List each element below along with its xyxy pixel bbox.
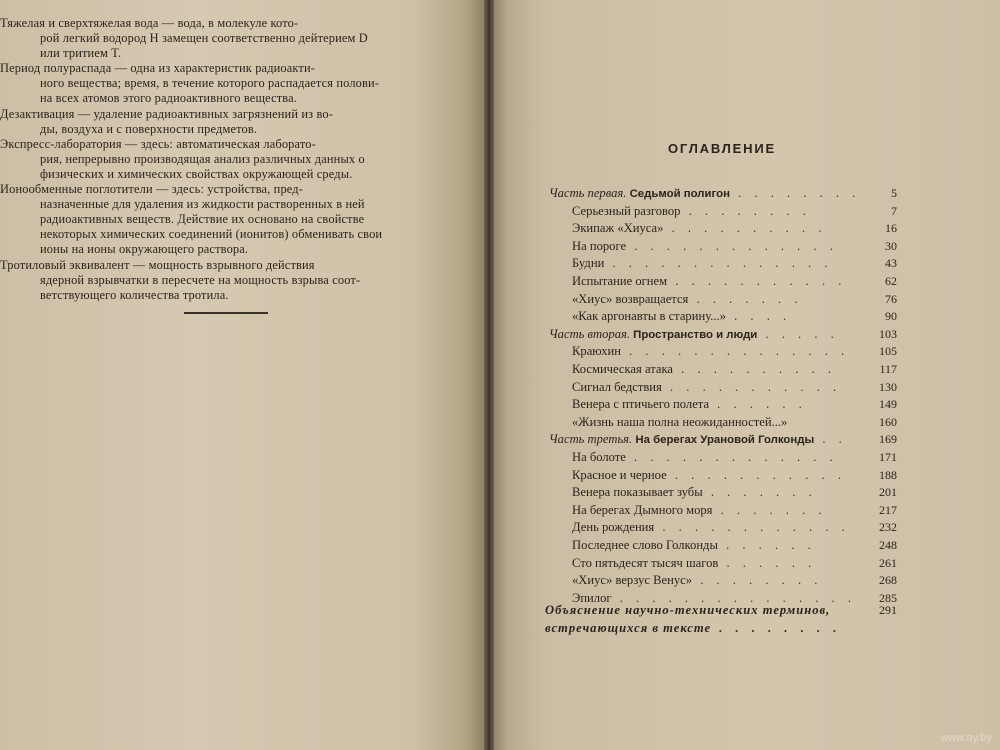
glossary-line: рой легкий водород H замещен соответственно дейтерием D [40, 31, 368, 46]
toc-chapter-entry [0, 239, 1000, 257]
toc-chapter-entry [0, 380, 1000, 398]
toc-page-number: 201 [879, 485, 897, 500]
toc-page-number: 149 [879, 397, 897, 412]
leader-dots: . . . . . . . . . . . [666, 467, 846, 482]
glossary-line: радиоактивных веществ. Действие их основано на свойстве [40, 212, 365, 227]
toc-chapter-entry [0, 503, 1000, 521]
toc-chapter-label: Краюхин . . . . . . . . . . . . . . [572, 344, 850, 359]
leader-dots: . . . . . [757, 326, 839, 341]
glossary-line: Ионообменные поглотители — здесь: устройства, пред- [0, 182, 304, 197]
toc-page-number: 285 [879, 590, 897, 605]
toc-chapter-entry [0, 362, 1000, 380]
glossary-line: ного вещества; время, в течение которого распадается полови- [40, 76, 380, 91]
toc-page-number: 261 [879, 555, 897, 570]
toc-chapter-entry [0, 573, 1000, 591]
toc-chapter-entry [0, 221, 1000, 239]
toc-chapter-label: Экипаж «Хиуса» . . . . . . . . . . [572, 221, 827, 236]
toc-page-number: 7 [891, 203, 897, 218]
leader-dots: . . . . . . . . . . . . . [625, 450, 838, 464]
glossary-line: Экспресс-лаборатория — здесь: автоматическая лаборато- [0, 136, 316, 151]
part-prefix: Часть вторая. [549, 326, 634, 341]
leader-dots: . . . . . . . . . . . . . [626, 238, 838, 253]
toc-page-number: 5 [891, 186, 897, 200]
glossary-line: назначенные для удаления из жидкости растворенных в ней [40, 197, 365, 212]
glossary-line: рия, непрерывно производящая анализ различных данных о [40, 151, 365, 166]
toc-chapter-entry [0, 450, 1000, 468]
toc-page-number: 76 [885, 291, 897, 306]
toc-chapter-label: Испытание огнем . . . . . . . . . . . [572, 274, 847, 288]
toc-chapter-entry [0, 309, 1000, 327]
toc-part-label [549, 186, 860, 201]
toc-part-entry [0, 432, 1000, 450]
toc-title: ОГЛАВЛЕНИЕ [668, 141, 776, 156]
glossary-line: ды, воздуха и с поверхности предметов. [40, 121, 258, 136]
toc-page-number: 90 [885, 309, 897, 324]
toc-page-number: 217 [879, 502, 897, 517]
toc-chapter-label: «Жизнь наша полна неожиданностей...» [572, 414, 788, 429]
leader-dots: . . [814, 432, 847, 447]
toc-part-label [549, 432, 847, 447]
toc-chapter-entry [0, 204, 1000, 222]
toc-page-number: 248 [879, 538, 897, 552]
toc-chapter-entry [0, 256, 1000, 274]
leader-dots: . . . . . . . . [711, 621, 842, 635]
toc-part-label [549, 327, 839, 342]
toc-page-number: 160 [879, 414, 897, 429]
toc-chapter-label: На болоте . . . . . . . . . . . . . [572, 450, 838, 464]
glossary-line: ионы на ионы окружающего раствора. [40, 242, 249, 257]
toc-chapter-label: День рождения . . . . . . . . . . . . [572, 520, 850, 535]
toc-page-number: 232 [879, 520, 897, 535]
part-name: На берегах Урановой Голконды [635, 434, 815, 447]
glossary-line: Тяжелая и сверхтяжелая вода — вода, в молекуле кото- [0, 16, 299, 30]
toc-part-entry [0, 327, 1000, 345]
part-name: Седьмой полигон [629, 188, 730, 200]
toc-explanation-entry-cont [0, 621, 1000, 639]
glossary-line: физических и химических свойствах окружающей среды. [40, 166, 353, 181]
toc-page-number: 171 [879, 450, 897, 464]
toc-page-number: 130 [879, 379, 897, 394]
glossary-line: Период полураспада — одна из характеристик радиоакти- [0, 61, 316, 76]
glossary-line: Дезактивация — удаление радиоактивных загрязнений из во- [0, 106, 333, 121]
glossary-line: или тритием T. [40, 46, 122, 61]
toc-chapter-entry [0, 292, 1000, 310]
part-prefix: Часть третья. [549, 432, 636, 447]
leader-dots: . . . . . . . . . . . . . . [620, 344, 850, 359]
toc-chapter-entry [0, 520, 1000, 538]
leader-dots: . . . . [725, 309, 792, 324]
toc-chapter-label: На берегах Дымного моря . . . . . . . [572, 502, 827, 517]
explanation-line-1: Объяснение научно-технических терминов, [545, 603, 831, 617]
leader-dots: . . . . . . [717, 538, 816, 552]
watermark: www.ay.by [940, 732, 992, 744]
leader-dots: . . . . . . . . . . . [667, 274, 847, 288]
leader-dots: . . . . . . [709, 397, 807, 412]
toc-page-number: 43 [885, 256, 897, 271]
toc-chapter-entry [0, 538, 1000, 556]
toc-part-entry [0, 186, 1000, 204]
leader-dots: . . . . . . . . . . [673, 362, 836, 376]
toc-chapter-label: Венера показывает зубы . . . . . . . [572, 485, 817, 500]
toc-chapter-entry [0, 397, 1000, 415]
toc-explanation-entry [0, 603, 1000, 621]
leader-dots: . . . . . . [718, 555, 817, 570]
leader-dots: . . . . . . . . . . . . [654, 520, 850, 535]
toc-chapter-label: «Как аргонавты в старину...» . . . . [572, 309, 792, 324]
glossary-line: некоторых химических соединений (ионитов) обменивать свои [40, 227, 383, 242]
toc-page-number: 188 [879, 467, 897, 482]
leader-dots: . . . . . . . . [729, 186, 861, 200]
toc-chapter-label: Сигнал бедствия . . . . . . . . . . . [572, 379, 842, 394]
part-name: Пространство и люди [633, 328, 758, 341]
toc-page-number: 169 [879, 432, 897, 447]
toc-chapter-entry [0, 274, 1000, 292]
glossary-line: на всех атомов этого радиоактивного вещества. [40, 91, 298, 106]
toc-chapter-label: «Хиус» возвращается . . . . . . . [572, 291, 803, 306]
toc-chapter-label: Будни . . . . . . . . . . . . . . [572, 256, 833, 271]
toc-page-number: 103 [879, 326, 897, 341]
toc-page-number: 117 [879, 362, 897, 376]
leader-dots: . . . . . . . [712, 502, 827, 517]
toc-chapter-entry [0, 415, 1000, 433]
leader-dots: . . . . . . . . . . . [661, 379, 842, 394]
leader-dots: . . . . . . . . . . . . . . [604, 256, 833, 271]
leader-dots: . . . . . . . . . . [663, 221, 827, 236]
toc-page-number: 105 [879, 344, 897, 359]
toc-chapter-entry [0, 485, 1000, 503]
toc-chapter-label: Венера с птичьего полета . . . . . . [572, 397, 807, 412]
toc-chapter-entry [0, 556, 1000, 574]
toc-page-number: 62 [885, 274, 897, 288]
part-prefix: Часть первая. [549, 186, 630, 200]
toc-chapter-label: Красное и черное . . . . . . . . . . . [572, 467, 846, 482]
toc-page-number: 268 [879, 573, 897, 588]
toc-chapter-label: Космическая атака . . . . . . . . . . [572, 362, 836, 376]
toc-page-number: 291 [879, 603, 897, 617]
toc-chapter-label: Сто пятьдесят тысяч шагов . . . . . . [572, 555, 817, 570]
toc-chapter-label: На пороге . . . . . . . . . . . . . [572, 238, 838, 253]
leader-dots: . . . . . . . . [692, 573, 823, 588]
leader-dots: . . . . . . . [688, 291, 803, 306]
explanation-line-2: встречающихся в тексте . . . . . . . . [545, 621, 842, 635]
toc-chapter-label: «Хиус» верзус Венус» . . . . . . . . [572, 573, 823, 588]
toc-page-number: 30 [885, 238, 897, 253]
toc-chapter-label: Эпилог . . . . . . . . . . . . . . . [572, 590, 856, 605]
leader-dots: . . . . . . . [702, 485, 817, 500]
toc-chapter-label: Серьезный разговор . . . . . . . . [572, 203, 811, 218]
glossary-line: Тротиловый эквивалент — мощность взрывного действия [0, 257, 315, 272]
toc-chapter-entry [0, 344, 1000, 362]
toc-chapter-entry [0, 468, 1000, 486]
glossary-line: ветствующего количества тротила. [40, 287, 229, 302]
leader-dots: . . . . . . . . . . . . . . . [611, 590, 856, 605]
toc-chapter-label: Последнее слово Голконды . . . . . . [572, 538, 816, 552]
leader-dots: . . . . . . . . [680, 203, 811, 218]
glossary-line: ядерной взрывчатки в пересчете на мощность взрыва соот- [40, 272, 361, 287]
toc-page-number: 16 [885, 221, 897, 236]
